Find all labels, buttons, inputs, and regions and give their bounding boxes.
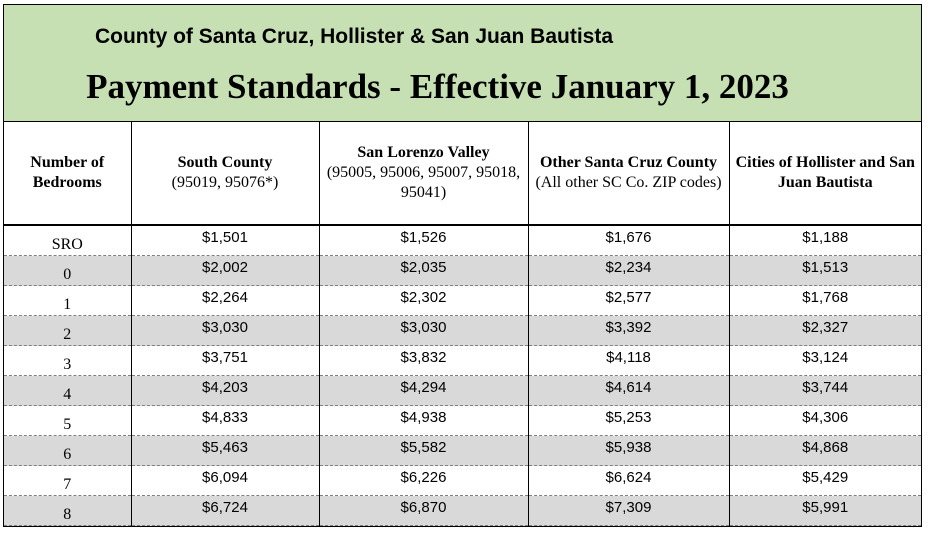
slv-cell: $2,035 xyxy=(319,256,528,286)
col-header-san-lorenzo-valley xyxy=(319,122,528,225)
slv-cell: $4,294 xyxy=(319,376,528,406)
col-header-other-santa-cruz xyxy=(528,122,729,225)
table-row xyxy=(4,496,921,526)
col-header-title: Other Santa Cruz County xyxy=(539,154,718,171)
col-header-south-county xyxy=(131,122,319,225)
hollister-cell: $4,868 xyxy=(729,436,921,466)
other-sc-cell: $4,118 xyxy=(528,346,729,376)
header-row xyxy=(4,122,921,225)
table-body xyxy=(4,225,921,526)
col-header-zip-list: (95005, 95006, 95007, 95018, 95041) xyxy=(326,164,521,201)
south-county-cell: $4,833 xyxy=(131,406,319,436)
document-subtitle: County of Santa Cruz, Hollister & San Juan Bautista xyxy=(94,25,614,48)
bedrooms-cell: 5 xyxy=(4,406,131,436)
table-row xyxy=(4,316,921,346)
other-sc-cell: $2,234 xyxy=(528,256,729,286)
col-header-title: San Lorenzo Valley xyxy=(357,144,490,161)
col-header-title: Cities of Hollister and San Juan Bautista xyxy=(735,154,915,191)
col-header-hollister-sjb xyxy=(729,122,921,225)
col-header-zip-list: (95019, 95076*) xyxy=(171,174,279,191)
hollister-cell: $2,327 xyxy=(729,316,921,346)
slv-cell: $6,226 xyxy=(319,466,528,496)
bedrooms-cell: SRO xyxy=(4,225,131,256)
hollister-cell: $1,768 xyxy=(729,286,921,316)
slv-cell: $3,832 xyxy=(319,346,528,376)
table-row xyxy=(4,436,921,466)
table-row xyxy=(4,466,921,496)
south-county-cell: $3,751 xyxy=(131,346,319,376)
bedrooms-cell: 0 xyxy=(4,256,131,286)
other-sc-cell: $5,253 xyxy=(528,406,729,436)
document-frame xyxy=(3,4,922,527)
other-sc-cell: $4,614 xyxy=(528,376,729,406)
table-row xyxy=(4,225,921,256)
south-county-cell: $6,094 xyxy=(131,466,319,496)
south-county-cell: $5,463 xyxy=(131,436,319,466)
hollister-cell: $4,306 xyxy=(729,406,921,436)
other-sc-cell: $2,577 xyxy=(528,286,729,316)
payment-standards-table xyxy=(4,122,921,526)
hollister-cell: $1,188 xyxy=(729,225,921,256)
slv-cell: $6,870 xyxy=(319,496,528,526)
hollister-cell: $1,513 xyxy=(729,256,921,286)
table-row xyxy=(4,286,921,316)
col-header-title: Number of Bedrooms xyxy=(30,154,105,191)
south-county-cell: $2,264 xyxy=(131,286,319,316)
south-county-cell: $3,030 xyxy=(131,316,319,346)
bedrooms-cell: 3 xyxy=(4,346,131,376)
south-county-cell: $6,724 xyxy=(131,496,319,526)
other-sc-cell: $5,938 xyxy=(528,436,729,466)
hollister-cell: $5,429 xyxy=(729,466,921,496)
south-county-cell: $1,501 xyxy=(131,225,319,256)
hollister-cell: $3,744 xyxy=(729,376,921,406)
title-banner xyxy=(4,5,921,122)
other-sc-cell: $6,624 xyxy=(528,466,729,496)
south-county-cell: $2,002 xyxy=(131,256,319,286)
slv-cell: $2,302 xyxy=(319,286,528,316)
other-sc-cell: $7,309 xyxy=(528,496,729,526)
bedrooms-cell: 8 xyxy=(4,496,131,526)
bedrooms-cell: 2 xyxy=(4,316,131,346)
table-row xyxy=(4,376,921,406)
slv-cell: $1,526 xyxy=(319,225,528,256)
slv-cell: $4,938 xyxy=(319,406,528,436)
document-title: Payment Standards - Effective January 1, 2023 xyxy=(86,67,789,106)
table-row xyxy=(4,256,921,286)
bedrooms-cell: 7 xyxy=(4,466,131,496)
other-sc-cell: $3,392 xyxy=(528,316,729,346)
table-header xyxy=(4,122,921,225)
slv-cell: $3,030 xyxy=(319,316,528,346)
col-header-title: South County xyxy=(177,154,273,171)
south-county-cell: $4,203 xyxy=(131,376,319,406)
hollister-cell: $5,991 xyxy=(729,496,921,526)
bedrooms-cell: 4 xyxy=(4,376,131,406)
hollister-cell: $3,124 xyxy=(729,346,921,376)
table-row xyxy=(4,346,921,376)
slv-cell: $5,582 xyxy=(319,436,528,466)
col-header-zip-list: (All other SC Co. ZIP codes) xyxy=(535,174,722,191)
col-header-bedrooms xyxy=(4,122,131,225)
bedrooms-cell: 6 xyxy=(4,436,131,466)
bedrooms-cell: 1 xyxy=(4,286,131,316)
table-row xyxy=(4,406,921,436)
other-sc-cell: $1,676 xyxy=(528,225,729,256)
